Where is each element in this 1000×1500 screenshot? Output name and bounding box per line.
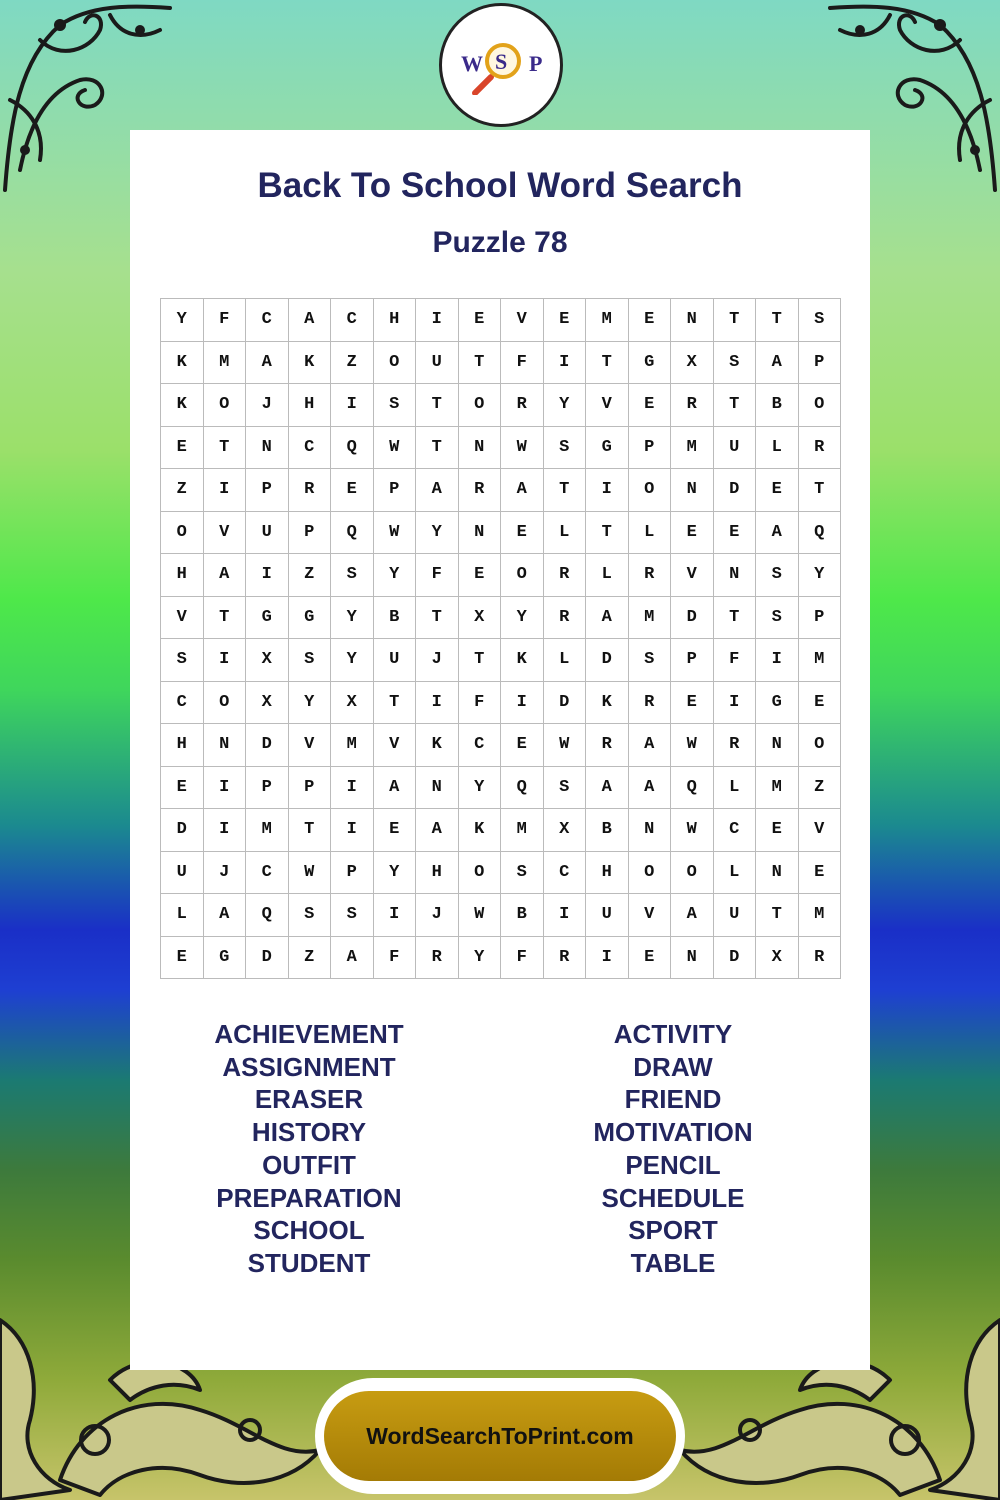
grid-cell[interactable]: L (714, 852, 757, 895)
grid-cell[interactable]: T (459, 639, 502, 682)
grid-cell[interactable]: A (629, 724, 672, 767)
grid-cell[interactable]: T (416, 427, 459, 470)
grid-cell[interactable]: W (544, 724, 587, 767)
word-item: PREPARATION (216, 1182, 402, 1213)
grid-cell[interactable]: D (586, 639, 629, 682)
grid-cell[interactable]: A (586, 767, 629, 810)
grid-cell[interactable]: O (459, 852, 502, 895)
grid-cell[interactable]: I (331, 767, 374, 810)
grid-cell[interactable]: Z (289, 554, 332, 597)
grid-cell[interactable]: R (714, 724, 757, 767)
grid-cell[interactable]: V (671, 554, 714, 597)
grid-cell[interactable]: E (544, 299, 587, 342)
grid-cell[interactable]: I (586, 469, 629, 512)
grid-cell[interactable]: W (671, 724, 714, 767)
grid-cell[interactable]: A (416, 809, 459, 852)
grid-cell[interactable]: T (714, 299, 757, 342)
grid-cell[interactable]: N (756, 852, 799, 895)
grid-cell[interactable]: V (799, 809, 842, 852)
grid-cell[interactable]: U (586, 894, 629, 937)
grid-cell[interactable]: I (331, 809, 374, 852)
grid-cell[interactable]: X (246, 682, 289, 725)
grid-cell[interactable]: L (629, 512, 672, 555)
grid-cell[interactable]: V (374, 724, 417, 767)
grid-cell[interactable]: V (586, 384, 629, 427)
grid-cell[interactable]: E (799, 682, 842, 725)
grid-cell[interactable]: R (544, 554, 587, 597)
grid-cell[interactable]: M (246, 809, 289, 852)
grid-cell[interactable]: E (629, 299, 672, 342)
grid-cell[interactable]: U (374, 639, 417, 682)
grid-cell[interactable]: E (161, 427, 204, 470)
grid-cell[interactable]: N (459, 512, 502, 555)
logo-letter-w: W (461, 51, 483, 76)
grid-cell[interactable]: A (289, 299, 332, 342)
grid-cell[interactable]: Y (799, 554, 842, 597)
grid-cell[interactable]: K (459, 809, 502, 852)
grid-cell[interactable]: J (204, 852, 247, 895)
grid-cell[interactable]: Z (799, 767, 842, 810)
grid-cell[interactable]: I (544, 894, 587, 937)
grid-cell[interactable]: T (204, 427, 247, 470)
grid-cell[interactable]: T (204, 597, 247, 640)
grid-cell[interactable]: C (289, 427, 332, 470)
grid-cell[interactable]: W (671, 809, 714, 852)
grid-cell[interactable]: O (459, 384, 502, 427)
grid-cell[interactable]: I (501, 682, 544, 725)
grid-cell[interactable]: O (671, 852, 714, 895)
grid-cell[interactable]: X (544, 809, 587, 852)
grid-cell[interactable]: W (374, 427, 417, 470)
word-item: ACHIEVEMENT (214, 1019, 404, 1049)
grid-cell[interactable]: E (629, 384, 672, 427)
grid-cell[interactable]: Y (501, 597, 544, 640)
grid-cell[interactable]: J (246, 384, 289, 427)
grid-cell[interactable]: A (204, 554, 247, 597)
magnifier-icon (451, 35, 551, 95)
word-item: OUTFIT (262, 1149, 356, 1180)
grid-cell[interactable]: P (671, 639, 714, 682)
grid-cell[interactable]: S (374, 384, 417, 427)
grid-cell[interactable]: F (501, 342, 544, 385)
grid-cell[interactable]: E (671, 682, 714, 725)
grid-cell[interactable]: Y (459, 937, 502, 980)
grid-cell[interactable]: S (629, 639, 672, 682)
grid-cell[interactable]: O (501, 554, 544, 597)
grid-cell[interactable]: Y (289, 682, 332, 725)
grid-cell[interactable]: E (331, 469, 374, 512)
grid-cell[interactable]: I (204, 639, 247, 682)
grid-cell[interactable]: I (204, 809, 247, 852)
grid-cell[interactable]: S (799, 299, 842, 342)
grid-cell[interactable]: O (799, 724, 842, 767)
grid-cell[interactable]: N (671, 937, 714, 980)
grid-cell[interactable]: T (374, 682, 417, 725)
grid-cell[interactable]: K (161, 342, 204, 385)
grid-cell[interactable]: B (501, 894, 544, 937)
puzzle-card (130, 130, 870, 1370)
grid-cell[interactable]: E (374, 809, 417, 852)
grid-cell[interactable]: W (374, 512, 417, 555)
grid-cell[interactable]: D (246, 937, 289, 980)
grid-cell[interactable]: I (756, 639, 799, 682)
word-item: FRIEND (624, 1084, 722, 1115)
grid-cell[interactable]: M (756, 767, 799, 810)
grid-cell[interactable]: N (416, 767, 459, 810)
grid-cell[interactable]: F (459, 682, 502, 725)
grid-cell[interactable]: M (629, 597, 672, 640)
grid-cell[interactable]: E (459, 554, 502, 597)
grid-cell[interactable]: C (246, 852, 289, 895)
word-item: HISTORY (251, 1117, 367, 1148)
word-item: DRAW (633, 1051, 713, 1082)
grid-cell[interactable]: O (799, 384, 842, 427)
grid-cell[interactable]: D (714, 469, 757, 512)
grid-cell[interactable]: H (586, 852, 629, 895)
puzzle-number: Puzzle 78 (432, 226, 568, 259)
grid-cell[interactable]: G (756, 682, 799, 725)
grid-cell[interactable]: V (501, 299, 544, 342)
grid-cell[interactable]: M (501, 809, 544, 852)
grid-cell[interactable]: T (544, 469, 587, 512)
grid-cell[interactable]: U (714, 427, 757, 470)
grid-cell[interactable]: K (501, 639, 544, 682)
grid-cell[interactable]: K (586, 682, 629, 725)
grid-cell[interactable]: X (459, 597, 502, 640)
grid-cell[interactable]: L (544, 512, 587, 555)
grid-cell[interactable]: P (799, 597, 842, 640)
grid-cell[interactable]: N (671, 299, 714, 342)
grid-cell[interactable]: N (714, 554, 757, 597)
grid-cell[interactable]: K (416, 724, 459, 767)
grid-cell[interactable]: A (629, 767, 672, 810)
grid-cell[interactable]: T (459, 342, 502, 385)
grid-cell[interactable]: R (289, 469, 332, 512)
grid-cell[interactable]: A (246, 342, 289, 385)
grid-cell[interactable]: C (331, 299, 374, 342)
grid-cell[interactable]: P (246, 469, 289, 512)
site-logo[interactable] (439, 3, 563, 127)
word-item: MOTIVATION (593, 1117, 753, 1148)
grid-cell[interactable]: I (246, 554, 289, 597)
grid-cell[interactable]: M (586, 299, 629, 342)
grid-cell[interactable]: N (204, 724, 247, 767)
grid-cell[interactable]: H (161, 724, 204, 767)
grid-cell[interactable]: J (416, 639, 459, 682)
word-item: STUDENT (247, 1247, 371, 1278)
grid-cell[interactable]: E (671, 512, 714, 555)
grid-cell[interactable]: I (374, 894, 417, 937)
grid-cell[interactable]: I (204, 767, 247, 810)
grid-cell[interactable]: P (799, 342, 842, 385)
grid-cell[interactable]: V (204, 512, 247, 555)
grid-cell[interactable]: D (161, 809, 204, 852)
grid-cell[interactable]: W (459, 894, 502, 937)
grid-cell[interactable]: A (204, 894, 247, 937)
grid-cell[interactable]: T (289, 809, 332, 852)
grid-cell[interactable]: P (331, 852, 374, 895)
grid-cell[interactable]: I (544, 342, 587, 385)
grid-cell[interactable]: N (459, 427, 502, 470)
word-item: SCHEDULE (601, 1182, 745, 1213)
grid-cell[interactable]: E (161, 767, 204, 810)
grid-cell[interactable]: B (756, 384, 799, 427)
grid-cell[interactable]: T (756, 299, 799, 342)
footer-frame (315, 1378, 685, 1494)
grid-cell[interactable]: I (416, 299, 459, 342)
grid-cell[interactable]: N (671, 469, 714, 512)
grid-cell[interactable]: O (204, 682, 247, 725)
grid-cell[interactable]: S (331, 894, 374, 937)
grid-cell[interactable]: H (416, 852, 459, 895)
grid-cell[interactable]: E (501, 724, 544, 767)
grid-cell[interactable]: L (756, 427, 799, 470)
grid-cell[interactable]: N (629, 809, 672, 852)
grid-cell[interactable]: H (289, 384, 332, 427)
grid-cell[interactable]: G (586, 427, 629, 470)
grid-cell[interactable]: C (544, 852, 587, 895)
grid-cell[interactable]: O (161, 512, 204, 555)
grid-cell[interactable]: X (756, 937, 799, 980)
grid-cell[interactable]: J (416, 894, 459, 937)
grid-cell[interactable]: Y (331, 597, 374, 640)
grid-cell[interactable]: K (161, 384, 204, 427)
grid-cell[interactable]: Y (374, 852, 417, 895)
grid-cell[interactable]: S (544, 427, 587, 470)
grid-cell[interactable]: Z (161, 469, 204, 512)
grid-cell[interactable]: H (161, 554, 204, 597)
grid-cell[interactable]: U (246, 512, 289, 555)
grid-cell[interactable]: L (544, 639, 587, 682)
grid-cell[interactable]: W (501, 427, 544, 470)
grid-cell[interactable]: P (289, 512, 332, 555)
grid-cell[interactable]: S (714, 342, 757, 385)
grid-cell[interactable]: I (331, 384, 374, 427)
grid-cell[interactable]: Q (799, 512, 842, 555)
grid-cell[interactable]: N (246, 427, 289, 470)
grid-cell[interactable]: E (799, 852, 842, 895)
grid-cell[interactable]: M (331, 724, 374, 767)
grid-cell[interactable]: C (161, 682, 204, 725)
grid-cell[interactable]: E (756, 809, 799, 852)
grid-cell[interactable]: M (671, 427, 714, 470)
word-item: SPORT (628, 1215, 718, 1246)
grid-cell[interactable]: Y (416, 512, 459, 555)
grid-cell[interactable]: M (204, 342, 247, 385)
grid-cell[interactable]: A (756, 512, 799, 555)
grid-cell[interactable]: T (586, 342, 629, 385)
website-button[interactable]: WordSearchToPrint.com (324, 1391, 676, 1481)
grid-cell[interactable]: Y (459, 767, 502, 810)
grid-cell[interactable]: R (799, 937, 842, 980)
grid-cell[interactable]: E (629, 937, 672, 980)
grid-cell[interactable]: S (289, 639, 332, 682)
page-title: Back To School Word Search (257, 166, 743, 205)
grid-cell[interactable]: B (586, 809, 629, 852)
grid-cell[interactable]: E (501, 512, 544, 555)
grid-cell[interactable]: C (246, 299, 289, 342)
grid-cell[interactable]: E (459, 299, 502, 342)
grid-cell[interactable]: T (586, 512, 629, 555)
grid-cell[interactable]: V (161, 597, 204, 640)
grid-cell[interactable]: F (501, 937, 544, 980)
grid-cell[interactable]: S (161, 639, 204, 682)
grid-cell[interactable]: D (246, 724, 289, 767)
grid-cell[interactable]: C (714, 809, 757, 852)
grid-cell[interactable]: Q (671, 767, 714, 810)
grid-cell[interactable]: U (416, 342, 459, 385)
grid-cell[interactable]: P (289, 767, 332, 810)
word-list-right (488, 1018, 858, 1280)
word-item: ACTIVITY (613, 1019, 733, 1049)
grid-cell[interactable]: S (331, 554, 374, 597)
grid-cell[interactable]: R (586, 724, 629, 767)
grid-cell[interactable]: H (374, 299, 417, 342)
grid-cell[interactable]: R (544, 937, 587, 980)
grid-cell[interactable]: R (671, 384, 714, 427)
grid-cell[interactable]: E (714, 512, 757, 555)
grid-cell[interactable]: S (756, 597, 799, 640)
grid-cell[interactable]: O (204, 384, 247, 427)
grid-cell[interactable]: D (671, 597, 714, 640)
grid-cell[interactable]: U (161, 852, 204, 895)
grid-cell[interactable]: W (289, 852, 332, 895)
grid-cell[interactable]: G (246, 597, 289, 640)
grid-cell[interactable]: R (544, 597, 587, 640)
grid-cell[interactable]: A (416, 469, 459, 512)
grid-cell[interactable]: T (714, 597, 757, 640)
grid-cell[interactable]: R (629, 554, 672, 597)
grid-cell[interactable]: P (629, 427, 672, 470)
logo-letter-s: S (495, 49, 508, 74)
grid-cell[interactable]: O (374, 342, 417, 385)
grid-cell[interactable]: I (416, 682, 459, 725)
grid-cell[interactable]: S (544, 767, 587, 810)
word-item: TABLE (630, 1247, 716, 1278)
grid-cell[interactable]: K (289, 342, 332, 385)
grid-cell[interactable]: L (714, 767, 757, 810)
grid-cell[interactable]: Q (331, 512, 374, 555)
word-item: SCHOOL (253, 1215, 365, 1246)
grid-cell[interactable]: A (586, 597, 629, 640)
grid-cell[interactable]: O (629, 469, 672, 512)
grid-cell[interactable]: T (799, 469, 842, 512)
word-item: ASSIGNMENT (222, 1051, 396, 1082)
grid-cell[interactable]: M (799, 894, 842, 937)
grid-cell[interactable]: R (799, 427, 842, 470)
grid-cell[interactable]: F (374, 937, 417, 980)
grid-cell[interactable]: S (289, 894, 332, 937)
grid-cell[interactable]: X (331, 682, 374, 725)
grid-cell[interactable]: V (629, 894, 672, 937)
grid-cell[interactable]: R (629, 682, 672, 725)
grid-cell[interactable]: Y (161, 299, 204, 342)
grid-cell[interactable]: R (459, 469, 502, 512)
grid-cell[interactable]: F (416, 554, 459, 597)
grid-cell[interactable]: A (756, 342, 799, 385)
grid-cell[interactable]: F (714, 639, 757, 682)
grid-cell[interactable]: U (714, 894, 757, 937)
letter-grid (160, 298, 841, 979)
grid-cell[interactable]: A (374, 767, 417, 810)
grid-cell[interactable]: T (416, 384, 459, 427)
grid-cell[interactable]: E (756, 469, 799, 512)
grid-cell[interactable]: Y (331, 639, 374, 682)
grid-cell[interactable]: Q (501, 767, 544, 810)
logo-letter-p: P (529, 51, 543, 76)
grid-cell[interactable]: Q (331, 427, 374, 470)
grid-cell[interactable]: O (629, 852, 672, 895)
grid-cell[interactable]: A (671, 894, 714, 937)
grid-cell[interactable]: I (714, 682, 757, 725)
grid-cell[interactable]: Q (246, 894, 289, 937)
grid-cell[interactable]: S (501, 852, 544, 895)
grid-cell[interactable]: P (374, 469, 417, 512)
grid-cell[interactable]: F (204, 299, 247, 342)
word-item: PENCIL (625, 1149, 721, 1180)
grid-cell[interactable]: C (459, 724, 502, 767)
grid-cell[interactable]: R (416, 937, 459, 980)
grid-cell[interactable]: N (756, 724, 799, 767)
grid-cell[interactable]: Z (331, 342, 374, 385)
grid-cell[interactable]: E (161, 937, 204, 980)
grid-cell[interactable]: T (416, 597, 459, 640)
grid-cell[interactable]: M (799, 639, 842, 682)
grid-cell[interactable]: I (204, 469, 247, 512)
grid-cell[interactable]: I (586, 937, 629, 980)
grid-cell[interactable]: L (161, 894, 204, 937)
grid-cell[interactable]: V (289, 724, 332, 767)
grid-cell[interactable]: S (756, 554, 799, 597)
word-list-left (124, 1018, 494, 1280)
grid-cell[interactable]: Y (374, 554, 417, 597)
grid-cell[interactable]: A (501, 469, 544, 512)
grid-cell[interactable]: D (714, 937, 757, 980)
grid-cell[interactable]: A (331, 937, 374, 980)
grid-cell[interactable]: P (246, 767, 289, 810)
grid-cell[interactable]: T (756, 894, 799, 937)
grid-cell[interactable]: G (204, 937, 247, 980)
grid-cell[interactable]: X (671, 342, 714, 385)
grid-cell[interactable]: T (714, 384, 757, 427)
word-list (130, 1018, 870, 1280)
grid-cell[interactable]: D (544, 682, 587, 725)
grid-cell[interactable]: B (374, 597, 417, 640)
grid-cell[interactable]: L (586, 554, 629, 597)
grid-cell[interactable]: Y (544, 384, 587, 427)
grid-cell[interactable]: G (289, 597, 332, 640)
grid-cell[interactable]: G (629, 342, 672, 385)
grid-cell[interactable]: Z (289, 937, 332, 980)
grid-cell[interactable]: X (246, 639, 289, 682)
grid-cell[interactable]: R (501, 384, 544, 427)
word-item: ERASER (254, 1084, 364, 1115)
